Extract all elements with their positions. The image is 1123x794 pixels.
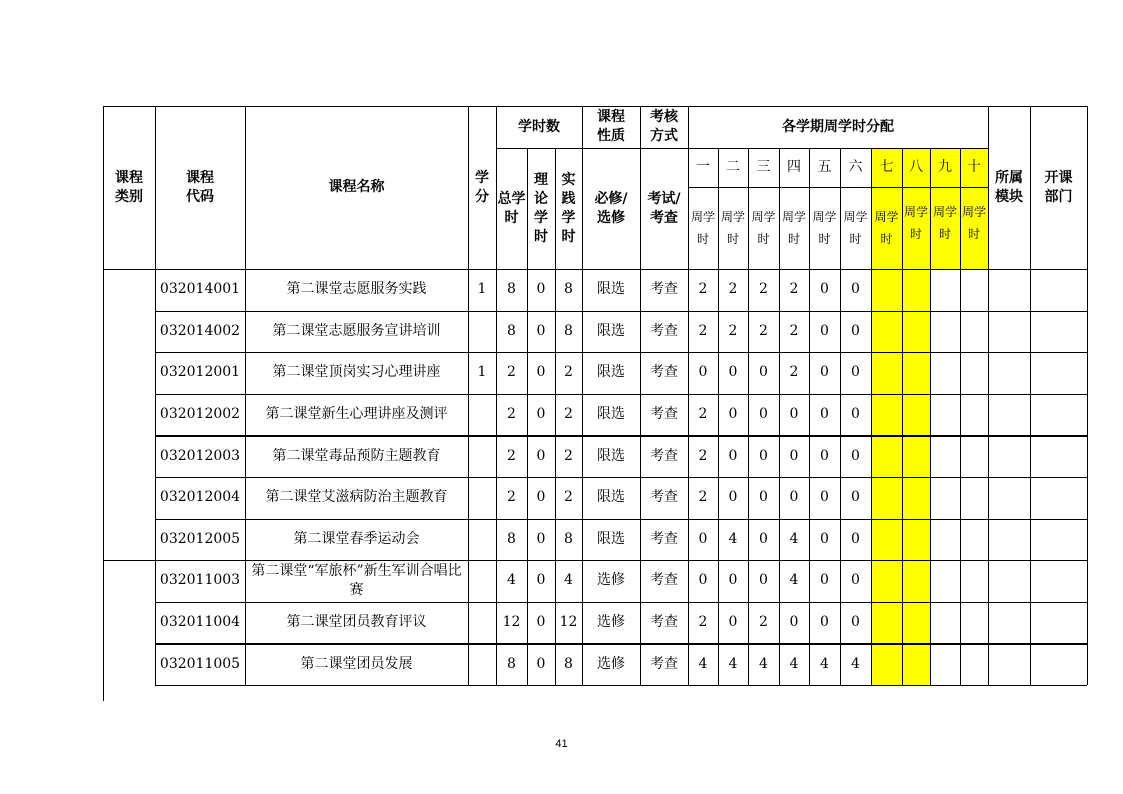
row-credit: 1: [477, 364, 487, 381]
header-course-nature: 课程 性质: [597, 109, 625, 144]
row-course-nature: 限选: [597, 406, 625, 423]
row-assessment: 考查: [650, 572, 678, 589]
row-semester-6: 0: [851, 489, 860, 506]
row-course-name: 第二课堂毒品预防主题教育: [272, 447, 441, 464]
row-course-code: 032012003: [159, 447, 241, 464]
row-semester-6: 0: [851, 447, 860, 464]
row-semester-5: 0: [820, 322, 829, 339]
row-semester-3: 0: [759, 406, 768, 423]
row-theory-hours: 0: [536, 447, 546, 464]
row-practice-hours: 12: [559, 614, 578, 631]
row-practice-hours: 8: [564, 530, 573, 547]
row-course-code: 032012004: [159, 489, 241, 506]
row-course-code: 032014001: [159, 281, 241, 298]
row-total-hours: 12: [502, 614, 521, 631]
row-course-name: 第二课堂志愿服务实践: [286, 281, 427, 298]
row-course-name: 第二课堂顶岗实习心理讲座: [272, 364, 441, 381]
header-course-category: 课程 类别: [115, 169, 143, 205]
row-semester-5: 0: [820, 406, 829, 423]
row-theory-hours: 0: [536, 655, 546, 672]
row-credit: [468, 643, 496, 685]
row-assessment: 考查: [650, 614, 678, 631]
row-practice-hours: 2: [564, 489, 573, 506]
row-credit: [468, 519, 496, 561]
header-exam-check: 考试/ 考查: [647, 190, 681, 226]
row-line: [155, 685, 688, 686]
row-assessment: 考查: [650, 489, 678, 506]
row-semester-6: 4: [851, 655, 860, 672]
header-semester-3: 三: [756, 159, 771, 175]
row-semester-3: 0: [759, 489, 768, 506]
row-course-nature: 选修: [597, 655, 625, 672]
row-assessment: 考查: [650, 655, 678, 672]
row-semester-5: 0: [820, 572, 829, 589]
row-total-hours: 2: [507, 406, 516, 423]
row-semester-4: 4: [789, 572, 799, 589]
row-semester-1: 0: [698, 572, 708, 589]
row-semester-5: 0: [820, 530, 829, 547]
row-credit: [468, 311, 496, 353]
header-semester-group: 各学期周学时分配: [782, 118, 894, 135]
header-department: 开课 部门: [1044, 169, 1073, 205]
header-weekly-hours-7: 周学 时: [874, 210, 899, 246]
row-semester-4: 2: [789, 364, 799, 381]
row-semester-4: 0: [789, 489, 799, 506]
header-module: 所属 模块: [995, 169, 1023, 205]
header-weekly-hours-1: 周学 时: [690, 210, 715, 246]
column-divider: [1087, 106, 1088, 685]
row-semester-4: 0: [789, 447, 799, 464]
row-semester-6: 0: [851, 530, 860, 547]
row-semester-2: 4: [728, 655, 738, 672]
row-practice-hours: 8: [564, 322, 573, 339]
row-semester-3: 2: [759, 614, 768, 631]
row-total-hours: 8: [507, 322, 516, 339]
row-assessment: 考查: [650, 364, 678, 381]
row-credit: [468, 602, 496, 644]
header-practice-hours: 实 践 学 时: [561, 171, 576, 245]
row-semester-2: 2: [728, 281, 738, 298]
header-course-name: 课程名称: [328, 179, 385, 195]
row-semester-2: 2: [728, 322, 738, 339]
row-course-name: 第二课堂团员发展: [300, 655, 413, 672]
row-total-hours: 2: [507, 489, 516, 506]
row-semester-1: 2: [698, 281, 708, 298]
row-semester-5: 0: [820, 489, 829, 506]
header-weekly-hours-9: 周学 时: [932, 205, 957, 241]
row-semester-2: 0: [728, 406, 738, 423]
row-course-name: 第二课堂志愿服务宣讲培训: [272, 322, 441, 339]
row-credit: 1: [477, 281, 487, 298]
row-course-name: 第二课堂“军旅杯”新生军训合唱比 赛: [251, 562, 462, 598]
header-semester-7: 七: [879, 159, 894, 175]
row-practice-hours: 2: [564, 447, 573, 464]
row-semester-3: 0: [759, 364, 768, 381]
row-practice-hours: 4: [564, 572, 573, 589]
row-semester-1: 2: [698, 406, 708, 423]
row-theory-hours: 0: [536, 572, 546, 589]
row-practice-hours: 2: [564, 406, 573, 423]
row-semester-6: 0: [851, 614, 860, 631]
row-credit: [468, 394, 496, 436]
header-weekly-hours-4: 周学 时: [781, 210, 806, 246]
row-semester-6: 0: [851, 322, 860, 339]
row-semester-4: 0: [789, 614, 799, 631]
row-practice-hours: 2: [564, 364, 573, 381]
row-semester-4: 4: [789, 655, 799, 672]
row-semester-5: 0: [820, 447, 829, 464]
row-semester-1: 4: [698, 655, 708, 672]
row-course-nature: 限选: [597, 489, 625, 506]
header-assessment: 考核 方式: [650, 109, 678, 144]
page-number: 41: [555, 738, 568, 750]
row-semester-3: 0: [759, 530, 768, 547]
row-semester-4: 2: [789, 322, 799, 339]
header-credits: 学 分: [475, 169, 489, 205]
row-theory-hours: 0: [536, 530, 546, 547]
row-semester-2: 0: [728, 489, 738, 506]
row-total-hours: 8: [507, 530, 516, 547]
row-semester-6: 0: [851, 281, 860, 298]
row-total-hours: 2: [507, 447, 516, 464]
row-course-code: 032012005: [159, 530, 241, 547]
row-semester-2: 0: [728, 447, 738, 464]
row-semester-6: 0: [851, 364, 860, 381]
row-total-hours: 2: [507, 364, 516, 381]
row-course-nature: 限选: [597, 530, 625, 547]
row-semester-1: 2: [698, 489, 708, 506]
row-semester-2: 0: [728, 364, 738, 381]
header-weekly-hours-5: 周学 时: [812, 210, 837, 246]
row-course-nature: 限选: [597, 322, 625, 339]
row-course-nature: 限选: [597, 364, 625, 381]
row-course-code: 032012002: [159, 406, 241, 423]
row-semester-5: 0: [820, 364, 829, 381]
row-theory-hours: 0: [536, 489, 546, 506]
row-theory-hours: 0: [536, 614, 546, 631]
header-weekly-hours-10: 周学 时: [961, 205, 986, 241]
row-semester-3: 0: [759, 447, 768, 464]
row-credit: [468, 560, 496, 602]
row-assessment: 考查: [650, 281, 678, 298]
row-semester-5: 0: [820, 614, 829, 631]
row-course-nature: 选修: [597, 614, 625, 631]
row-semester-6: 0: [851, 572, 860, 589]
row-semester-4: 4: [789, 530, 799, 547]
row-assessment: 考查: [650, 406, 678, 423]
header-semester-1: 一: [696, 159, 710, 175]
row-theory-hours: 0: [536, 281, 546, 298]
row-course-name: 第二课堂团员教育评议: [286, 614, 427, 631]
row-semester-3: 2: [759, 322, 768, 339]
row-course-name: 第二课堂艾滋病防治主题教育: [265, 489, 448, 506]
header-course-code: 课程 代码: [186, 169, 214, 205]
header-total-hours: 总学 时: [497, 190, 526, 226]
row-semester-1: 2: [698, 322, 708, 339]
row-course-nature: 限选: [597, 447, 625, 464]
row-total-hours: 4: [507, 572, 516, 589]
row-course-nature: 限选: [597, 281, 625, 298]
row-assessment: 考查: [650, 447, 678, 464]
header-hours-group: 学时数: [518, 118, 560, 135]
row-semester-2: 0: [728, 614, 738, 631]
row-semester-1: 2: [698, 447, 708, 464]
row-semester-5: 0: [820, 281, 829, 298]
row-theory-hours: 0: [536, 364, 546, 381]
header-semester-5: 五: [817, 159, 832, 175]
header-weekly-hours-2: 周学 时: [720, 210, 745, 246]
row-assessment: 考查: [650, 322, 678, 339]
header-weekly-hours-8: 周学 时: [903, 205, 928, 241]
row-semester-1: 0: [698, 530, 708, 547]
row-semester-3: 2: [759, 281, 768, 298]
row-practice-hours: 8: [564, 655, 573, 672]
row-course-code: 032011004: [159, 614, 241, 631]
header-weekly-hours-3: 周学 时: [751, 210, 776, 246]
header-semester-10: 十: [967, 159, 981, 175]
row-semester-3: 0: [759, 572, 768, 589]
header-theory-hours: 理 论 学 时: [534, 171, 548, 245]
row-semester-1: 0: [698, 364, 708, 381]
row-assessment: 考查: [650, 530, 678, 547]
row-course-nature: 选修: [597, 572, 625, 589]
row-semester-5: 4: [820, 655, 829, 672]
row-course-code: 032011005: [159, 655, 241, 672]
row-course-name: 第二课堂春季运动会: [293, 530, 420, 547]
row-semester-6: 0: [851, 406, 860, 423]
header-semester-4: 四: [787, 159, 801, 175]
row-theory-hours: 0: [536, 406, 546, 423]
header-semester-9: 九: [938, 159, 952, 175]
row-theory-hours: 0: [536, 322, 546, 339]
row-practice-hours: 8: [564, 281, 573, 298]
row-course-name: 第二课堂新生心理讲座及测评: [265, 406, 448, 423]
row-total-hours: 8: [507, 281, 516, 298]
row-semester-3: 4: [759, 655, 768, 672]
row-course-code: 032011003: [159, 572, 241, 589]
row-credit: [468, 477, 496, 519]
row-semester-2: 4: [728, 530, 738, 547]
row-semester-2: 0: [728, 572, 738, 589]
row-course-code: 032012001: [159, 364, 241, 381]
row-course-code: 032014002: [159, 322, 241, 339]
row-semester-1: 2: [698, 614, 708, 631]
header-semester-2: 二: [726, 159, 740, 175]
header-semester-6: 六: [848, 159, 863, 175]
row-semester-4: 2: [789, 281, 799, 298]
header-required-elective: 必修/ 选修: [594, 190, 628, 226]
row-semester-4: 0: [789, 406, 799, 423]
row-credit: [468, 435, 496, 477]
header-semester-8: 八: [909, 159, 923, 175]
row-total-hours: 8: [507, 655, 516, 672]
header-weekly-hours-6: 周学 时: [843, 210, 868, 246]
row-line: [688, 685, 1087, 686]
